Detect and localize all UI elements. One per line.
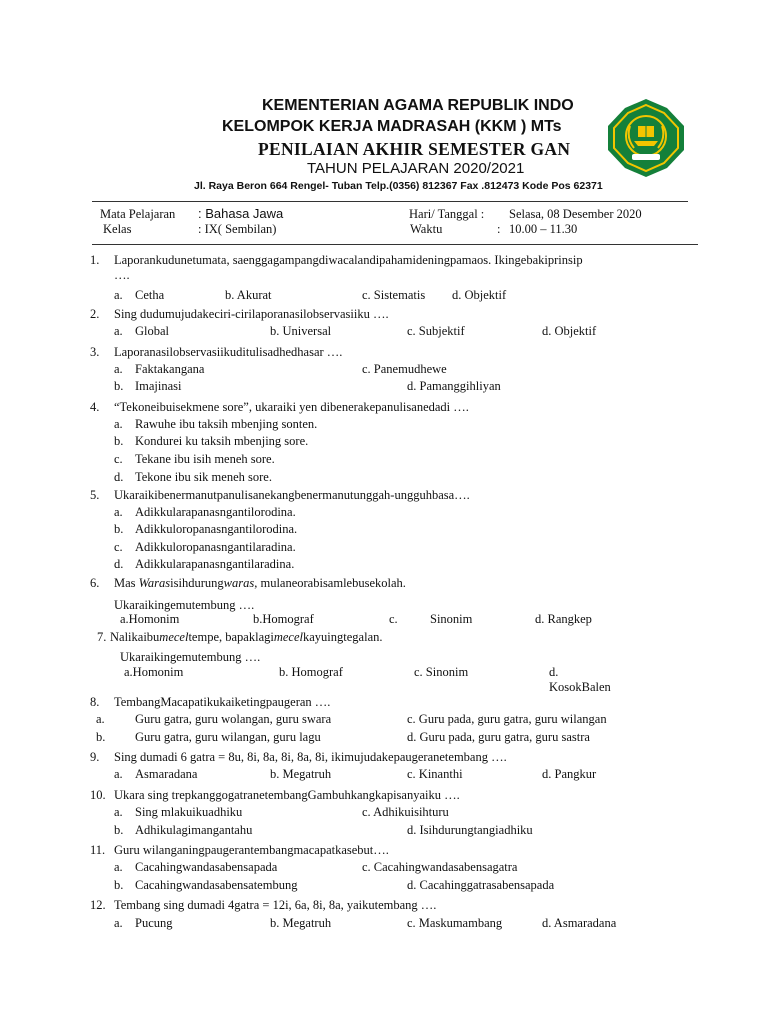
q11-option-d: d. Cacahinggatrasabensapada [407,878,555,892]
q5-option-b: Adikkuloropanasngantilorodina. [135,522,298,536]
time-colon: : [497,222,501,236]
q5-option-d-letter: d. [114,557,124,571]
q1-option-a: Cetha [135,288,165,302]
q7-option-c: c. Sinonim [414,665,469,679]
q8-option-b: Guru gatra, guru wilangan, guru lagu [135,730,321,744]
q1-option-b: b. Akurat [225,288,272,302]
q3-option-b: Imajinasi [135,379,182,393]
q7-option-a: a.Homonim [124,665,184,679]
q12-option-b: b. Megatruh [270,916,332,930]
q8-number: 8. [90,695,100,709]
q1-option-d: d. Objektif [452,288,507,302]
header-exam-title: PENILAIAN AKHIR SEMESTER GAN [258,139,571,159]
q7-option-d: KosokBalen [549,680,611,694]
q5-option-a-letter: a. [114,505,123,519]
q6-option-a: a.Homonim [120,612,180,626]
q9-text: Sing dumadi 6 gatra = 8u, 8i, 8a, 8i, 8a, 8i, ikimujudakepaugeranetembang …. [114,750,507,764]
q7-subquestion: Ukaraikingemutembung …. [120,650,261,664]
q3-text: Laporanasilobservasiikuditulisadhedhasar …. [114,345,343,359]
q1-text-cont: …. [114,268,130,282]
q3-option-a-letter: a. [114,362,123,376]
q9-option-b: b. Megatruh [270,767,332,781]
q10-number: 10. [90,788,106,802]
q6-option-c-letter: c. [389,612,398,626]
class-label: Kelas [103,222,132,236]
q4-option-a: Rawuhe ibu taksih mbenjing sonten. [135,417,318,431]
q12-option-d: d. Asmaradana [542,916,617,930]
q8-option-a-letter: a. [96,712,105,726]
q6-option-b: b.Homograf [253,612,314,626]
class-value: : IX( Sembilan) [198,222,277,236]
q1-option-a-letter: a. [114,288,123,302]
q2-text: Sing dudumujudakeciri-cirilaporanasilobservasiiku …. [114,307,389,321]
q3-option-a: Faktakangana [135,362,205,376]
q11-option-a-letter: a. [114,860,123,874]
q7-option-d-letter: d. [549,665,559,679]
q4-text: “Tekoneibuisekmene sore”, ukaraiki yen dibenerakepanulisanedadi …. [114,400,469,414]
q4-option-c-letter: c. [114,452,123,466]
q4-option-c: Tekane ibu isih meneh sore. [135,452,275,466]
date-value: Selasa, 08 Desember 2020 [509,207,642,221]
q5-option-c-letter: c. [114,540,123,554]
q1-option-c: c. Sistematis [362,288,426,302]
q10-option-a-letter: a. [114,805,123,819]
q5-option-c: Adikkuloropanasngantilaradina. [135,540,296,554]
q12-option-a-letter: a. [114,916,123,930]
q12-option-a: Pucung [135,916,173,930]
time-label: Waktu [410,222,443,236]
q9-option-a: Asmaradana [135,767,198,781]
subject-label: Mata Pelajaran [100,207,176,221]
q11-option-b-letter: b. [114,878,124,892]
q4-option-b-letter: b. [114,434,124,448]
q2-option-a: Global [135,324,170,338]
q6-option-c: Sinonim [430,612,473,626]
q5-number: 5. [90,488,100,502]
q4-option-a-letter: a. [114,417,123,431]
q9-option-a-letter: a. [114,767,123,781]
q5-text: Ukaraikibenermanutpanulisanekangbenermanutunggah-ungguhbasa…. [114,488,470,502]
q3-option-b-letter: b. [114,379,124,393]
q3-option-d: d. Pamanggihliyan [407,379,501,393]
q11-option-c: c. Cacahingwandasabensagatra [362,860,518,874]
q2-option-d: d. Objektif [542,324,597,338]
q9-option-d: d. Pangkur [542,767,597,781]
q5-option-b-letter: b. [114,522,124,536]
q10-option-b-letter: b. [114,823,124,837]
q10-option-d: d. Isihdurungtangiadhiku [407,823,533,837]
kemenag-emblem-icon [604,96,688,180]
header-address: Jl. Raya Beron 664 Rengel- Tuban Telp.(0356) 812367 Fax .812473 Kode Pos 62371 [194,180,603,192]
q7-text: Nalikaibumeceltempe, bapaklagimecelkayuingtegalan. [110,630,383,644]
q4-number: 4. [90,400,100,414]
header-divider-top [92,201,688,202]
q8-option-b-letter: b. [96,730,106,744]
q2-number: 2. [90,307,100,321]
q9-number: 9. [90,750,100,764]
q2-option-b: b. Universal [270,324,332,338]
q8-option-c: c. Guru pada, guru gatra, guru wilangan [407,712,607,726]
time-value: 10.00 – 11.30 [509,222,578,236]
q7-number: 7. [97,630,107,644]
q11-number: 11. [90,843,106,857]
q3-number: 3. [90,345,100,359]
q8-option-a: Guru gatra, guru wolangan, guru swara [135,712,332,726]
q11-text: Guru wilanganingpaugerantembangmacapatkasebut…. [114,843,389,857]
q5-option-a: Adikkularapanasngantilorodina. [135,505,296,519]
header-ministry: KEMENTERIAN AGAMA REPUBLIK INDO [262,97,574,114]
q8-text: TembangMacapatikukaiketingpaugeran …. [114,695,331,709]
q4-option-b: Kondurei ku taksih mbenjing sore. [135,434,309,448]
q1-text: Laporankudunetumata, saenggagampangdiwacalandipahamideningpamaos. Ikingebakiprinsip [114,253,583,267]
q10-option-a: Sing mlakuikuadhiku [135,805,243,819]
q9-option-c: c. Kinanthi [407,767,463,781]
q5-option-d: Adikkularapanasngantilaradina. [135,557,295,571]
q10-text: Ukara sing trepkanggogatranetembangGambuhkangkapisanyaiku …. [114,788,460,802]
header-year: TAHUN PELAJARAN 2020/2021 [307,160,525,177]
q12-text: Tembang sing dumadi 4gatra = 12i, 6a, 8i, 8a, yaikutembang …. [114,898,437,912]
q3-option-c: c. Panemudhewe [362,362,447,376]
q1-number: 1. [90,253,100,267]
q6-text: Mas Warasisihdurungwaras, mulaneorabisamlebusekolah. [114,576,406,590]
q2-option-c: c. Subjektif [407,324,465,338]
q2-option-a-letter: a. [114,324,123,338]
q6-option-d: d. Rangkep [535,612,592,626]
q4-option-d-letter: d. [114,470,124,484]
q12-option-c: c. Maskumambang [407,916,503,930]
q8-option-d: d. Guru pada, guru gatra, guru sastra [407,730,590,744]
q12-number: 12. [90,898,106,912]
q10-option-b: Adhikulagimangantahu [135,823,253,837]
q10-option-c: c. Adhikuisihturu [362,805,449,819]
q4-option-d: Tekone ibu sik meneh sore. [135,470,272,484]
q6-number: 6. [90,576,100,590]
q6-subquestion: Ukaraikingemutembung …. [114,598,255,612]
subject-value: : Bahasa Jawa [198,206,284,221]
q7-option-b: b. Homograf [279,665,343,679]
date-label: Hari/ Tanggal : [409,207,485,221]
header-divider-bottom [92,244,698,245]
q11-option-b: Cacahingwandasabensatembung [135,878,298,892]
q11-option-a: Cacahingwandasabensapada [135,860,278,874]
header-kkm: KELOMPOK KERJA MADRASAH (KKM ) MTs [222,118,562,135]
